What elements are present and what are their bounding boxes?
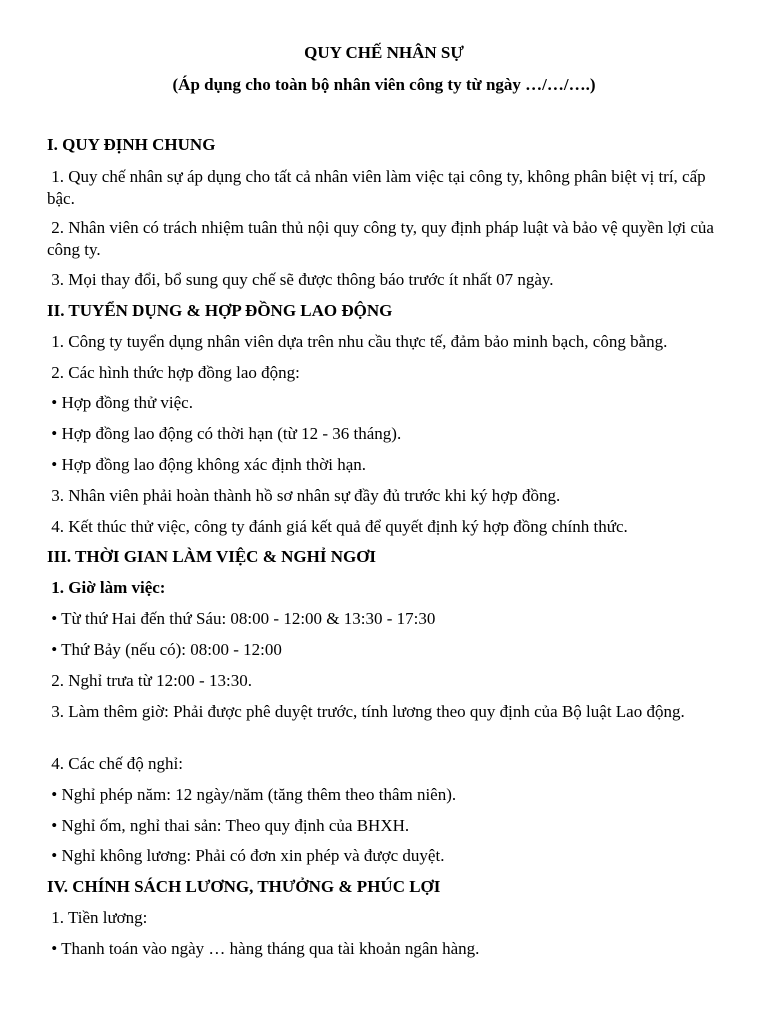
bullet-item: • Nghỉ ốm, nghỉ thai sản: Theo quy định của BHXH. bbox=[47, 816, 410, 835]
document-subtitle: (Áp dụng cho toàn bộ nhân viên công ty từ ngày …/…/….) bbox=[172, 75, 596, 94]
section-heading-general: I. QUY ĐỊNH CHUNG bbox=[47, 135, 216, 154]
paragraph: 1. Công ty tuyển dụng nhân viên dựa trên nhu cầu thực tế, đảm bảo minh bạch, công bằng. bbox=[47, 332, 668, 351]
document-title: QUY CHẾ NHÂN SỰ bbox=[304, 43, 464, 62]
bullet-item: • Nghỉ phép năm: 12 ngày/năm (tăng thêm theo thâm niên). bbox=[47, 785, 457, 804]
paragraph: 2. Nghỉ trưa từ 12:00 - 13:30. bbox=[47, 671, 252, 690]
section-heading-salary: IV. CHÍNH SÁCH LƯƠNG, THƯỞNG & PHÚC LỢI bbox=[47, 877, 441, 896]
bullet-item: • Hợp đồng lao động không xác định thời hạn. bbox=[47, 455, 367, 474]
paragraph: 3. Mọi thay đổi, bổ sung quy chế sẽ được thông báo trước ít nhất 07 ngày. bbox=[47, 270, 554, 289]
bullet-item: • Từ thứ Hai đến thứ Sáu: 08:00 - 12:00 & 13:30 - 17:30 bbox=[47, 609, 436, 628]
paragraph: 4. Kết thúc thử việc, công ty đánh giá kết quả để quyết định ký hợp đồng chính thức. bbox=[47, 517, 628, 536]
paragraph: 1. Tiền lương: bbox=[47, 908, 148, 927]
paragraph: 1. Quy chế nhân sự áp dụng cho tất cả nhân viên làm việc tại công ty, không phân biệt vị trí, cấp bậc. bbox=[47, 167, 710, 208]
section-heading-working-time: III. THỜI GIAN LÀM VIỆC & NGHỈ NGƠI bbox=[47, 547, 377, 566]
bullet-item: • Thanh toán vào ngày … hàng tháng qua tài khoản ngân hàng. bbox=[47, 939, 480, 958]
subheading-working-hours: 1. Giờ làm việc: bbox=[47, 578, 166, 597]
paragraph: 4. Các chế độ nghỉ: bbox=[47, 754, 183, 773]
bullet-item: • Hợp đồng thử việc. bbox=[47, 393, 193, 412]
paragraph: 3. Làm thêm giờ: Phải được phê duyệt trước, tính lương theo quy định của Bộ luật Lao động. bbox=[47, 702, 685, 721]
bullet-item: • Hợp đồng lao động có thời hạn (từ 12 - 36 tháng). bbox=[47, 424, 402, 443]
paragraph: 3. Nhân viên phải hoàn thành hồ sơ nhân sự đầy đủ trước khi ký hợp đồng. bbox=[47, 486, 561, 505]
bullet-item: • Nghỉ không lương: Phải có đơn xin phép và được duyệt. bbox=[47, 846, 445, 865]
section-heading-recruitment: II. TUYỂN DỤNG & HỢP ĐỒNG LAO ĐỘNG bbox=[47, 301, 393, 320]
bullet-item: • Thứ Bảy (nếu có): 08:00 - 12:00 bbox=[47, 640, 282, 659]
paragraph: 2. Nhân viên có trách nhiệm tuân thủ nội quy công ty, quy định pháp luật và bảo vệ quyền lợi của công ty. bbox=[47, 218, 719, 259]
paragraph: 2. Các hình thức hợp đồng lao động: bbox=[47, 363, 300, 382]
